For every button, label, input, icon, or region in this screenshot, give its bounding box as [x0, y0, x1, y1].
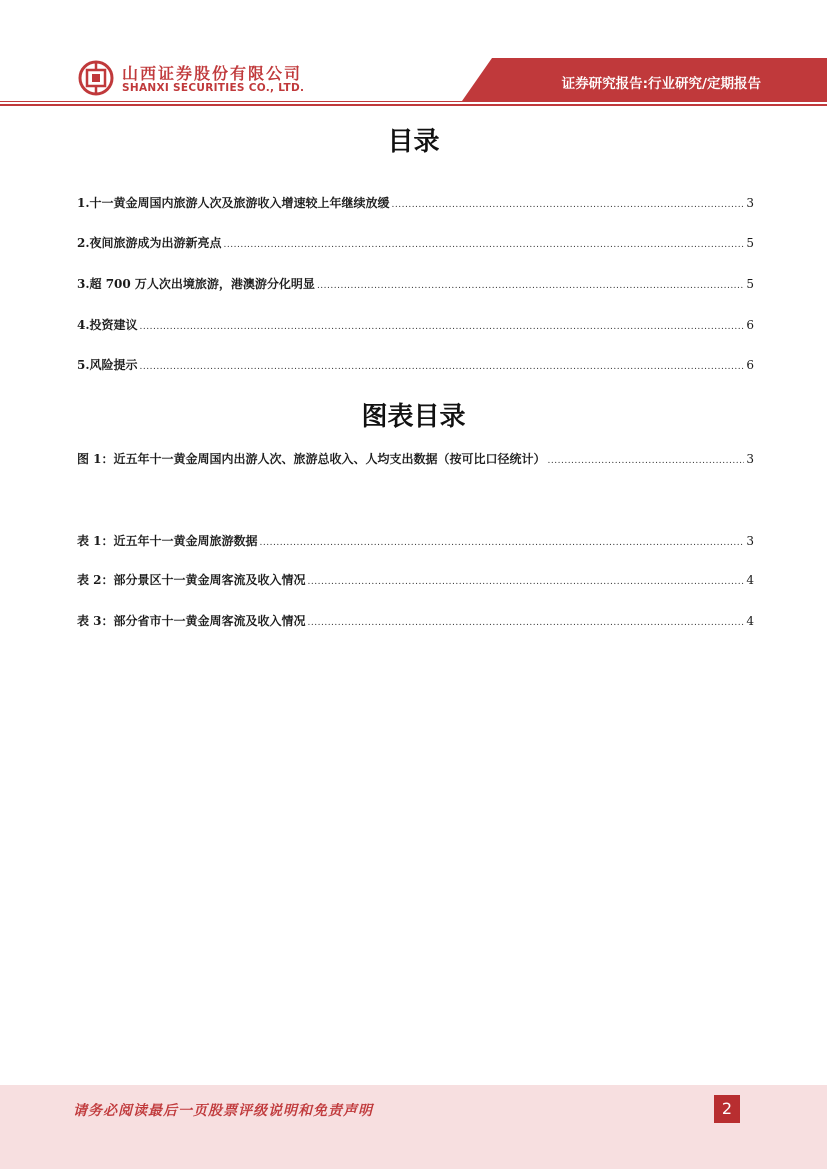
company-name-cn: 山西证券股份有限公司 [122, 64, 303, 83]
table-entry-page: 3 [746, 534, 754, 548]
table-entry-label: 表 1：近五年十一黄金周旅游数据 [77, 534, 258, 548]
figure-entry-label: 图 1：近五年十一黄金周国内出游人次、旅游总收入、人均支出数据（按可比口径统计） [77, 452, 546, 466]
toc-entry-page: 5 [746, 236, 754, 250]
toc-leader-dots [548, 452, 745, 470]
figure-entry-page: 3 [746, 452, 754, 466]
toc-entry-page: 3 [746, 196, 754, 210]
table-entry-page: 4 [746, 573, 754, 587]
toc-entry-page: 5 [746, 277, 754, 291]
toc-entry[interactable] [77, 275, 754, 293]
table-entry[interactable] [77, 532, 754, 550]
toc-leader-dots [308, 614, 745, 632]
table-entry[interactable] [77, 571, 754, 589]
page-footer [0, 1085, 827, 1169]
toc-leader-dots [224, 236, 745, 254]
toc-entry[interactable] [77, 316, 754, 334]
toc-entry-label: 5.风险提示 [77, 358, 138, 372]
page-header [0, 0, 827, 118]
figure-entry[interactable] [77, 450, 754, 468]
toc-entry[interactable] [77, 194, 754, 212]
toc-entry-label: 3.超 700 万人次出境旅游，港澳游分化明显 [77, 277, 315, 291]
company-name-en: SHANXI SECURITIES CO., LTD. [122, 82, 305, 94]
toc-entry-label: 2.夜间旅游成为出游新亮点 [77, 236, 222, 250]
toc-leader-dots [140, 358, 745, 376]
toc-leader-dots [392, 196, 745, 214]
toc-entry-label: 1.十一黄金周国内旅游人次及旅游收入增速较上年继续放缓 [77, 196, 390, 210]
toc-title: 目录 [387, 127, 440, 157]
page-number: 2 [714, 1095, 740, 1123]
footer-disclaimer: 请务必阅读最后一页股票评级说明和免责声明 [73, 1103, 373, 1119]
header-divider [0, 101, 827, 102]
toc-entry[interactable] [77, 356, 754, 374]
table-entry-label: 表 3：部分省市十一黄金周客流及收入情况 [77, 614, 306, 628]
header-divider-thick [0, 104, 827, 106]
table-entry-page: 4 [746, 614, 754, 628]
toc-entry-page: 6 [746, 358, 754, 372]
toc-entry-label: 4.投资建议 [77, 318, 138, 332]
company-logo-icon [78, 60, 114, 96]
figures-toc-title: 图表目录 [361, 402, 466, 432]
table-entry-label: 表 2：部分景区十一黄金周客流及收入情况 [77, 573, 306, 587]
toc-leader-dots [308, 573, 745, 591]
toc-leader-dots [317, 277, 744, 295]
toc-leader-dots [140, 318, 745, 336]
toc-leader-dots [260, 534, 745, 552]
toc-entry[interactable] [77, 234, 754, 252]
table-entry[interactable] [77, 612, 754, 630]
report-type-label: 证券研究报告:行业研究/定期报告 [561, 76, 761, 92]
toc-entry-page: 6 [746, 318, 754, 332]
